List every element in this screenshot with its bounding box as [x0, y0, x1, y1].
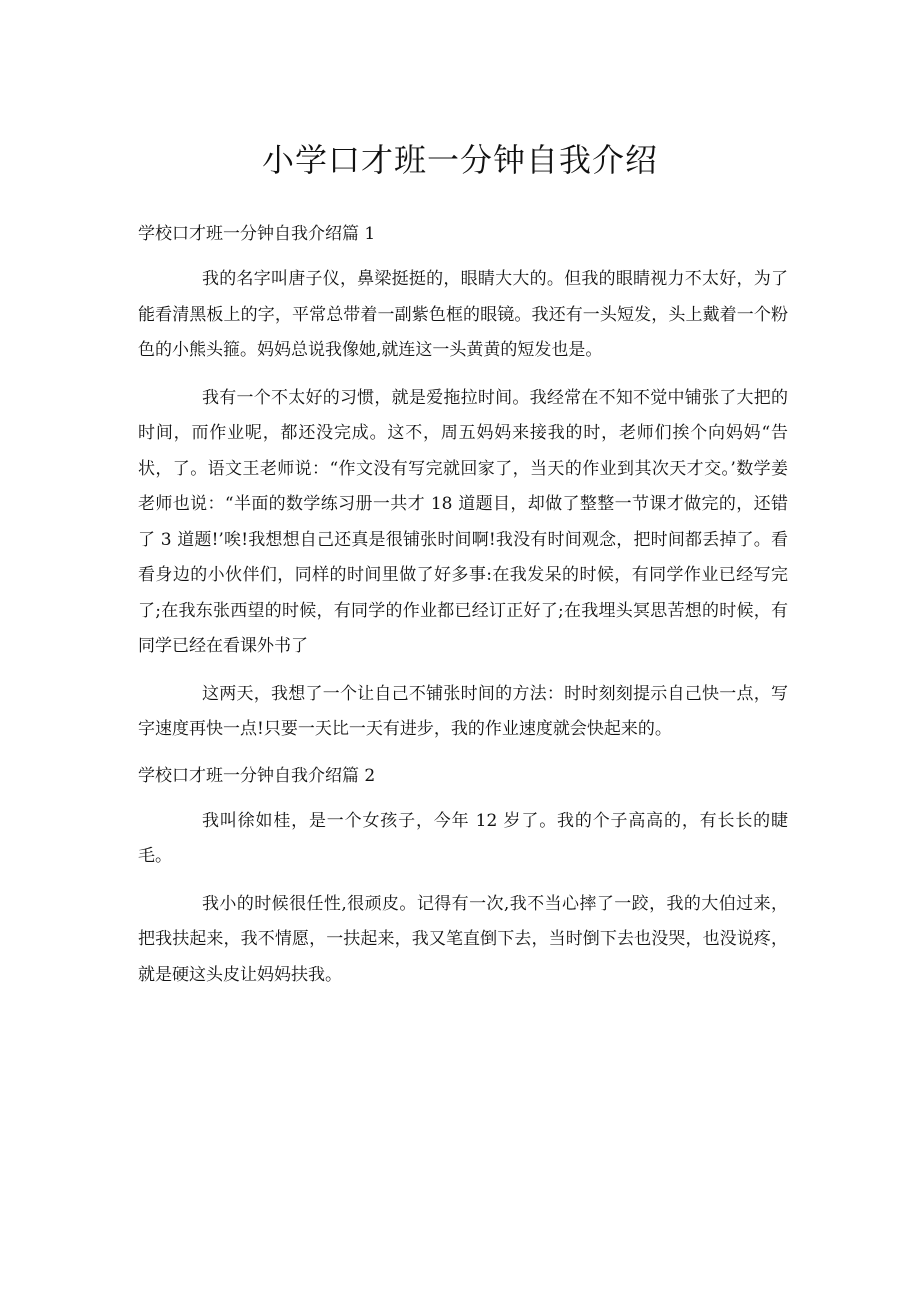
section-2-paragraph-2: 我小的时候很任性,很顽皮。记得有一次,我不当心摔了一跤，我的大伯过来，把我扶起来，我不情愿，一扶起来，我又笔直倒下去，当时倒下去也没哭，也没说疼，就是硬这头皮让妈妈扶我。: [138, 893, 788, 985]
section-heading-2: 学校口才班一分钟自我介绍篇 2: [138, 765, 376, 786]
section-1-paragraph-3: 这两天，我想了一个让自己不铺张时间的方法：时时刻刻提示自己快一点，写字速度再快一点!只要一天比一天有进步，我的作业速度就会快起来的。: [138, 683, 788, 739]
document-body: [138, 216, 788, 993]
section-heading-1: 学校口才班一分钟自我介绍篇 1: [138, 224, 376, 244]
section-2-paragraph-1: 我叫徐如桂，是一个女孩子，今年 12 岁了。我的个子高高的，有长长的睫毛。: [138, 810, 788, 866]
section-1-paragraph-1: 我的名字叫唐子仪，鼻梁挺挺的，眼睛大大的。但我的眼睛视力不太好，为了能看清黑板上的字，平常总带着一副紫色框的眼镜。我还有一头短发，头上戴着一个粉色的小熊头箍。妈妈总说我像她,就连这一头黄黄的短发也是。: [138, 269, 788, 360]
document-title: 小学口才班一分钟自我介绍: [261, 141, 658, 179]
section-1-paragraph-2: 我有一个不太好的习惯，就是爱拖拉时间。我经常在不知不觉中铺张了大把的时间，而作业呢，都还没完成。这不，周五妈妈来接我的时，老师们挨个向妈妈“告状，了。语文王老师说：“作文没有写完就回家了，当天的作业到其次天才交。’数学姜老师也说：“半面的数学练习册一共才 18 道题目，却做了整整一节课才做完的，还错了 3 道题!’唉!我想想自己还真是很铺张时间啊!我没有时间观念，把时间都丢掉了。看看身边的小伙伴们，同样的时间里做了好多事:在我发呆的时候，有同学作业已经写完了;在我东张西望的时候，有同学的作业都已经订正好了;在我埋头冥思苦想的时候，有同学已经在看课外书了: [138, 387, 788, 656]
